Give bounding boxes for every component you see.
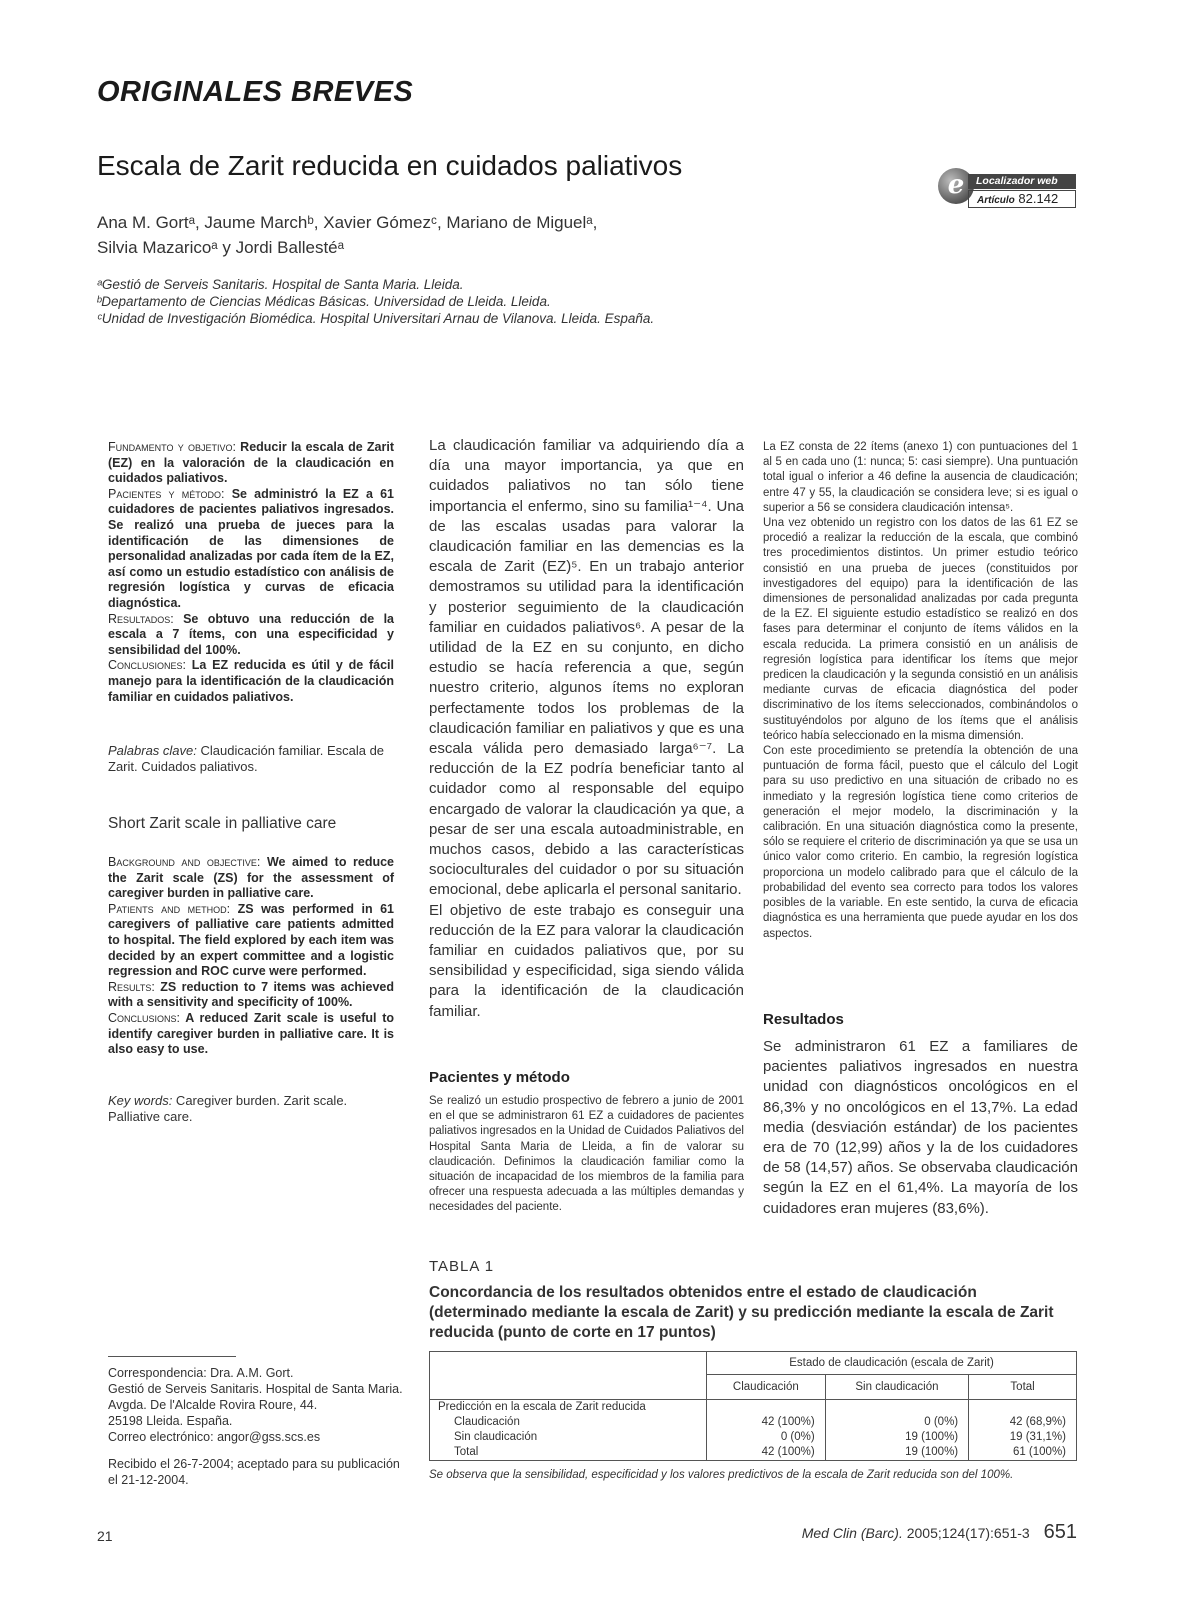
abstract-label: Fundamento y objetivo: (108, 440, 236, 454)
authors (97, 210, 797, 260)
badge-label: Localizador web (968, 174, 1076, 189)
table-label: TABLA 1 (429, 1258, 495, 1275)
journal-name: Med Clin (Barc). (801, 1525, 903, 1541)
table-group-header: Estado de claudicación (escala de Zarit) (707, 1352, 1077, 1375)
table-corner (430, 1352, 707, 1375)
abstract-label: Background and objective: (108, 855, 261, 869)
table-column (969, 1400, 1077, 1461)
results-table (429, 1351, 1077, 1461)
abstract-text: Reducir la escala de Zarit (EZ) en la valoración de la claudicación en cuidados paliativos. (108, 440, 394, 486)
abstract-label: Conclusions: (108, 1010, 181, 1025)
intro-text (429, 436, 744, 1022)
table-cell: 19 (31,1%) (1009, 1431, 1066, 1443)
paragraph: La claudicación familiar va adquiriendo día a día una mayor importancia, ya que en cuidados paliativos no tan sólo tiene importancia el enfermo, sino su familia¹⁻⁴. Una de las escalas usadas para valorar la claudicación familiar en las demencias es la escala de Zarit (EZ)⁵. En un trabajo anterior demostramos su utilidad para la identificación y posterior seguimiento de la claudicación familiar en cuidados paliativos⁶. A pesar de la utilidad de la EZ en su conjunto, en dicho estudio se hacía referencia a que, según nuestro criterio, algunos ítems no exploran perfectamente todos los problemas de la claudicación familiar en paliativos y que es una escala válida pero demasiado larga⁶⁻⁷. La reducción de la EZ podría beneficiar tanto al cuidador como al responsable del equipo encargado de valorar la claudicación ya que, a pesar de ser una escala autoadministrable, en muchos casos, debido a las características socioculturales del cuidador o por su situación emocional, debe aplicarla el personal sanitario. (429, 437, 744, 899)
section-heading: ORIGINALES BREVES (97, 76, 414, 108)
paragraph: Se administraron 61 EZ a familiares de pacientes paliativos ingresados en nuestra unidad con diagnósticos oncológicos en el 86,3% y no oncológicos en el 13,7%. La edad media (desviación estándar) de los pacientes era de 70 (12,99) años y la de los cuidadores de 58 (14,57) años. Se observaba claudicación según la EZ en el 61,4%. La mayoría de los cuidadores eran mujeres (83,6%). (763, 1038, 1078, 1217)
badge-article-label: Artículo (977, 195, 1015, 206)
abstract-text: ZS was performed in 61 caregivers of palliative care patients admitted to hospital. The field explored by each item was decided by an expert committee and a logistic regression and ROC curve were performed. (108, 901, 394, 979)
abstract-label: Results: (108, 979, 155, 994)
table-cell: 19 (100%) (905, 1431, 959, 1443)
footer-citation (802, 1521, 1077, 1544)
correspondence (108, 1365, 408, 1445)
table-row-label: Sin claudicación (454, 1431, 538, 1443)
table-column-header: Total (969, 1375, 1077, 1400)
paragraph: Se realizó un estudio prospectivo de febrero a junio de 2001 en el que se administraron 61 EZ a cuidadores de pacientes paliativos ingresados en la Unidad de Cuidados Paliativos del Hospital Santa Maria de Lleida, a fin de valorar su claudicación. Definimos la claudicación familiar como la situación de incapacidad de los miembros de la familia para ofrecer una respuesta adecuada a las múltiples demandas y necesidades del paciente. (429, 1095, 744, 1214)
page-number-left: 21 (97, 1528, 113, 1544)
e-circle-icon: e (938, 168, 974, 204)
affiliation-c: ᶜUnidad de Investigación Biomédica. Hospital Universitari Arnau de Vilanova. Lleida. España. (97, 311, 655, 326)
table-corner (430, 1375, 707, 1400)
abstract-text: We aimed to reduce the Zarit scale (ZS) for the assessment of caregiver burden in palliative care. (108, 855, 394, 901)
abstract-text: A reduced Zarit scale is useful to identify caregiver burden in palliative care. It is also easy to use. (108, 1010, 394, 1057)
correspondence-line: Avgda. De l'Alcalde Rovira Roure, 44. (108, 1398, 318, 1412)
correspondence-email: Correo electrónico: angor@gss.scs.es (108, 1430, 321, 1444)
table-row-group: Predicción en la escala de Zarit reducida (438, 1401, 646, 1413)
keywords-label: Palabras clave: (108, 743, 197, 758)
abstract-label: Patients and method: (108, 901, 231, 916)
authors-line-1: Ana M. Gortᵃ, Jaume Marchᵇ, Xavier Gómezᶜ, Mariano de Miguelᵃ, (97, 213, 598, 232)
table-note: Se observa que la sensibilidad, especificidad y los valores predictivos de la escala de Zarit reducida son del 100%. (429, 1469, 1014, 1481)
results-heading: Resultados (763, 1011, 844, 1028)
table-column (825, 1400, 968, 1461)
table-row-labels (430, 1400, 707, 1461)
abstract-label: Pacientes y método: (108, 486, 225, 501)
paragraph: Una vez obtenido un registro con los datos de las 61 EZ se procedió a realizar la reducción de la escala, que combinó tres procedimientos distintos. Un primer estudio teórico consistió en una prueba de jueces (constituidos por investigadores del equipo) para la identificación de las dimensiones de personalidad analizadas por cada pregunta de la EZ. El siguiente estudio estadístico se realizó en dos fases para determinar el conjunto de ítems válidos en la escala reducida. La primera consistió en un análisis de regresión logística para identificar los ítems que mejor predicen la claudicación y la segunda consistió en un análisis mediante curvas de eficacia diagnóstica del poder discriminativo de los ítems seleccionados, combinándolos o sustituyéndolos por alguno de los ítems que el análisis teórico había seleccionado en la misma dimensión. (763, 517, 1078, 742)
abstract-text: Se obtuvo una reducción de la escala a 7 ítems, con una especificidad y sensibilidad del 100%. (108, 611, 394, 657)
affiliation-a: ᵃGestió de Serveis Sanitaris. Hospital de Santa Maria. Lleida. (97, 277, 464, 292)
abstract-spanish (108, 440, 394, 705)
table-cell: 0 (0%) (924, 1416, 959, 1428)
abstract-english (108, 855, 394, 1058)
keywords-spanish (108, 743, 398, 775)
keywords-text: Claudicación familiar. Escala de Zarit. Cuidados paliativos. (108, 743, 385, 774)
abstract-text: ZS reduction to 7 items was achieved with a sensitivity and specificity of 100%. (108, 979, 394, 1010)
table-cell: 42 (68,9%) (1009, 1416, 1066, 1428)
article-title: Escala de Zarit reducida en cuidados paliativos (97, 150, 683, 181)
table-column (707, 1400, 826, 1461)
affiliations (97, 276, 857, 327)
table-title: Concordancia de los resultados obtenidos entre el estado de claudicación (determinado mediante la escala de Zarit) y su predicción mediante la escala de Zarit reducida (punto de corte en 17 puntos) (429, 1284, 1054, 1341)
table-cell: 42 (100%) (761, 1446, 815, 1458)
paragraph: La EZ consta de 22 ítems (anexo 1) con puntuaciones del 1 al 5 en cada uno (1: nunca; 5: casi siempre). Una puntuación total igual o inferior a 46 define la ausencia de claudicación; entre 47 y 55, la claudicación se considera leve; si es igual o superior a 56 se considera claudicación intensa⁵. (763, 441, 1078, 514)
keywords-label: Key words: (108, 1093, 173, 1108)
citation: 2005;124(17):651-3 (906, 1525, 1030, 1541)
correspondence-line: Correspondencia: Dra. A.M. Gort. (108, 1366, 294, 1380)
abstract-label: Conclusiones: (108, 658, 187, 673)
badge-article-number: 82.142 (1018, 191, 1059, 206)
table-column-header: Sin claudicación (825, 1375, 968, 1400)
table-column-header: Claudicación (707, 1375, 826, 1400)
authors-line-2: Silvia Mazaricoᵃ y Jordi Ballestéᵃ (97, 238, 344, 257)
badge-article (968, 190, 1076, 208)
paragraph: El objetivo de este trabajo es conseguir una reducción de la EZ para valorar la claudicación familiar en cuidados paliativos que, por su sensibilidad y especificidad, siga siendo válida para la identificación de la claudicación familiar. (429, 901, 744, 1020)
table-cell: 0 (0%) (780, 1431, 815, 1443)
table-cell: 61 (100%) (1012, 1446, 1066, 1458)
keywords-english (108, 1093, 398, 1125)
web-locator-badge[interactable] (938, 168, 1080, 214)
table-row-label: Total (454, 1446, 479, 1458)
page-number-right: 651 (1043, 1521, 1077, 1543)
methods-text (763, 440, 1078, 942)
keywords-text: Caregiver burden. Zarit scale. Palliative care. (108, 1093, 348, 1124)
paragraph: Con este procedimiento se pretendía la obtención de una puntuación de forma fácil, puesto que el cálculo del Logit para su uso predictivo en una situación de cribado no es inmediato y la regresión logística tiene como criterios de generación el mejor modelo, la discriminación y la calibración. En una situación diagnóstica como la presente, sólo se requiere el criterio de discriminación ya que se usa un único valor como criterio. En cambio, la regresión logística proporciona un modelo calibrado para que el cálculo de la probabilidad del evento sea correcto para todos los valores posibles de la variable. En este sentido, la curva de eficacia diagnóstica es una herramienta que puede ayudar en los dos aspectos. (763, 745, 1078, 940)
table-row-label: Claudicación (454, 1416, 520, 1428)
abstract-text: La EZ reducida es útil y de fácil manejo para la identificación de la claudicación familiar en cuidados paliativos. (108, 658, 394, 704)
affiliation-b: ᵇDepartamento de Ciencias Médicas Básicas. Universidad de Lleida. Lleida. (97, 294, 551, 309)
table-cell: 19 (100%) (905, 1446, 959, 1458)
correspondence-line: Gestió de Serveis Sanitaris. Hospital de Santa Maria. (108, 1382, 403, 1396)
abstract-text: Se administró la EZ a 61 cuidadores de pacientes paliativos ingresados. Se realizó una prueba de jueces para la identificación de las dimensiones de personalidad analizadas por cada ítem de la EZ, así como un estudio estadístico con análisis de regresión logística y curvas de eficacia diagnóstica. (108, 486, 395, 610)
abstract-label: Resultados: (108, 611, 174, 626)
divider (108, 1356, 236, 1357)
table-cell: 42 (100%) (761, 1416, 815, 1428)
methods-heading: Pacientes y método (429, 1069, 570, 1086)
correspondence-line: 25198 Lleida. España. (108, 1414, 233, 1428)
received-dates: Recibido el 26-7-2004; aceptado para su publicación el 21-12-2004. (108, 1457, 400, 1487)
english-title: Short Zarit scale in palliative care (108, 815, 337, 832)
